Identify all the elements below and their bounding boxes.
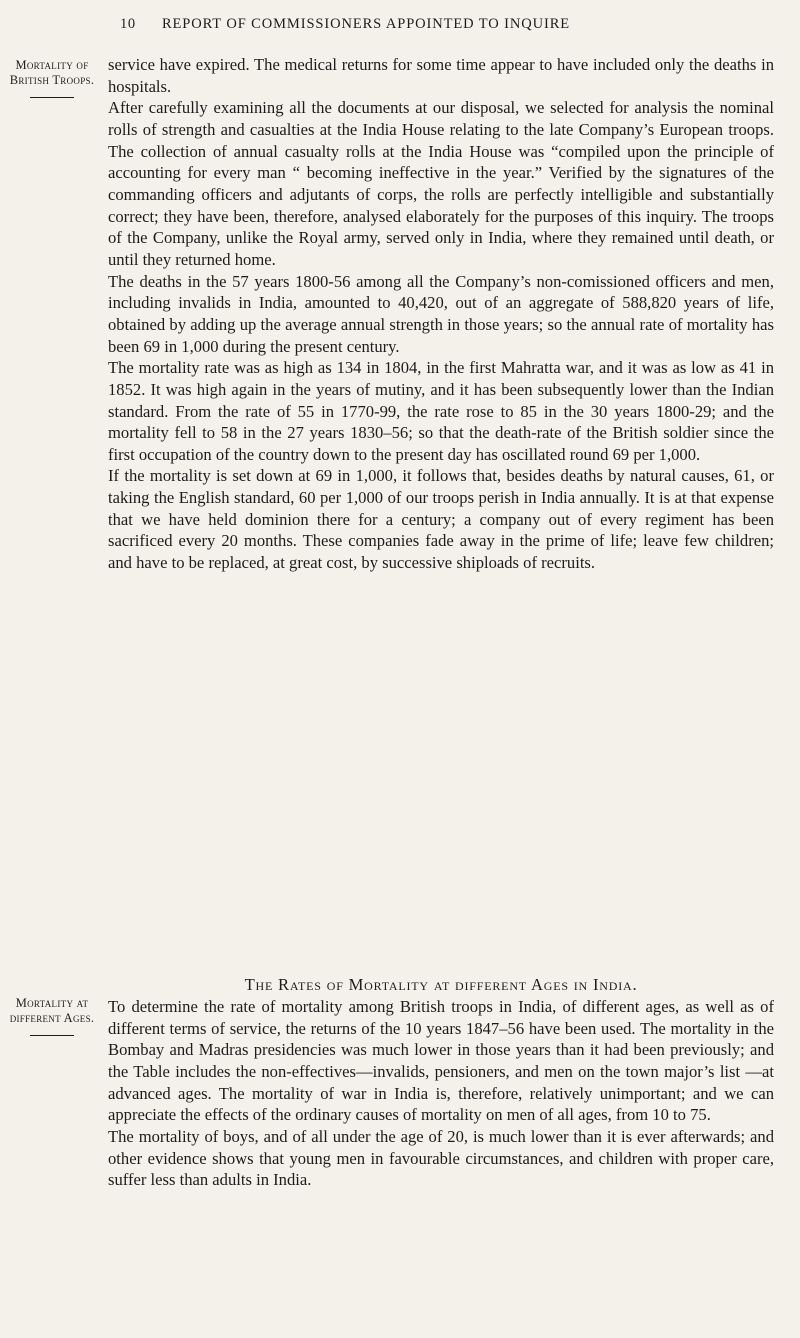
body-section-1	[108, 54, 774, 574]
side-note-text: Mortality of British Troops.	[9, 58, 95, 87]
paragraph: To determine the rate of mortality among British troops in India, of different ages, as well as of different terms of service, the returns of the 10 years 1847–56 have been used. The mortality in the Bombay and Madras presidencies was much lower in those years than it had been previously; and the Table includes the non-effectives—invalids, pensioners, and men on the town major’s list —at advanced ages. The mortality of war in India is, therefore, relatively unimportant; and we can appreciate the effects of the ordinary causes of mortality on men of all ages, from 10 to 75.	[108, 997, 774, 1125]
paragraph: The mortality of boys, and of all under the age of 20, is much lower than it is ever afterwards; and other evidence shows that young men in favourable circumstances, and children with proper care, suffer less than adults in India.	[108, 1126, 774, 1190]
paragraph: service have expired. The medical returns for some time appear to have included only the deaths in hospitals.	[108, 55, 774, 96]
side-note-text: Mortality at different Ages.	[9, 996, 95, 1025]
body-section-2	[108, 996, 774, 1191]
running-head	[120, 16, 760, 33]
running-title: REPORT OF COMMISSIONERS APPOINTED TO INQUIRE	[161, 16, 571, 32]
paragraph: If the mortality is set down at 69 in 1,000, it follows that, besides deaths by natural causes, 61, or taking the English standard, 60 per 1,000 of our troops perish in India annually. It is at that expense that we have held dominion there for a century; a company out of every regiment has been sacrificed every 20 months. These companies fade away in the prime of life; leave few children; and have to be replaced, at great cost, by successive shiploads of recruits.	[108, 466, 774, 573]
page-number: 10	[120, 16, 136, 32]
side-note-mortality-different-ages	[6, 996, 98, 1036]
section-heading: The Rates of Mortality at different Ages in India.	[244, 975, 638, 994]
paragraph: The mortality rate was as high as 134 in 1804, in the first Mahratta war, and it was as low as 41 in 1852. It was high again in the years of mutiny, and it has been subsequently lower than the Indian standard. From the rate of 55 in 1770-99, the rate rose to 85 in the 30 years 1800-29; and the mortality fell to 58 in the 27 years 1830–56; so that the death-rate of the British soldier since the first occupation of the country down to the present day has oscillated round 69 per 1,000.	[108, 358, 774, 464]
side-note-rule	[30, 1035, 74, 1036]
paragraph: After carefully examining all the documents at our disposal, we selected for analysis the nominal rolls of strength and casualties at the India House relating to the late Company’s European troops. The collection of annual casualty rolls at the India House was “compiled upon the principle of accounting for every man “ becoming ineffective in the year.” Verified by the signatures of the commanding officers and adjutants of corps, the rolls are perfectly intelligible and substantially correct; they have been, therefore, analysed elaborately for the purposes of this inquiry. The troops of the Company, unlike the Royal army, served only in India, where they remained until death, or until they returned home.	[108, 98, 774, 269]
paragraph: The deaths in the 57 years 1800-56 among all the Company’s non-comissioned officers and men, including invalids in India, amounted to 40,420, out of an aggregate of 588,820 years of life, obtained by adding up the average annual strength in those years; so the annual rate of mortality has been 69 in 1,000 during the present century.	[108, 271, 774, 356]
side-note-rule	[30, 97, 74, 98]
side-note-mortality-british-troops	[6, 58, 98, 98]
